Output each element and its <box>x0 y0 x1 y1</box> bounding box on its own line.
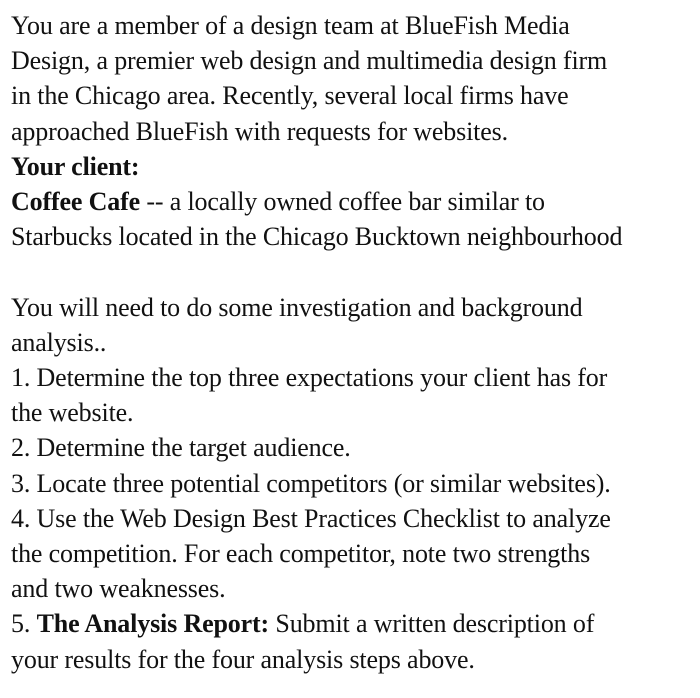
analysis-report-label: The Analysis Report: <box>36 609 270 639</box>
client-name: Coffee Cafe <box>11 187 140 217</box>
paragraph-spacer <box>11 254 697 289</box>
task-line-1: You will need to do some investigation and background <box>11 292 583 322</box>
step-3: 3. Locate three potential competitors (or similar websites). <box>11 468 611 498</box>
step-1-line-2: the website. <box>11 398 134 428</box>
step-5-number: 5. <box>11 609 37 639</box>
step-2: 2. Determine the target audience. <box>11 433 351 463</box>
intro-line-4: approached BlueFish with requests for websites. <box>11 116 508 146</box>
step-4-line-1: 4. Use the Web Design Best Practices Checklist to analyze <box>11 503 611 533</box>
step-4-line-2: the competition. For each competitor, note two strengths <box>11 539 591 569</box>
task-line-2: analysis.. <box>11 327 107 357</box>
intro-line-2: Design, a premier web design and multimedia design firm <box>11 46 608 76</box>
client-description-line-1 <box>11 184 697 219</box>
client-description-line-2: Starbucks located in the Chicago Bucktown neighbourhood <box>11 222 623 252</box>
client-description-text: -- a locally owned coffee bar similar to <box>140 187 545 217</box>
step-5-line-2: your results for the four analysis steps above. <box>11 644 475 674</box>
step-5-text: Submit a written description of <box>269 609 595 639</box>
intro-line-1: You are a member of a design team at BlueFish Media <box>11 11 570 40</box>
step-5-line-1 <box>11 606 697 641</box>
intro-line-3: in the Chicago area. Recently, several local firms have <box>11 81 569 111</box>
step-1-line-1: 1. Determine the top three expectations your client has for <box>11 363 608 393</box>
client-heading <box>11 149 697 184</box>
client-heading-text: Your client: <box>11 151 140 181</box>
step-4-line-3: and two weaknesses. <box>11 574 226 604</box>
assignment-document <box>11 8 697 677</box>
